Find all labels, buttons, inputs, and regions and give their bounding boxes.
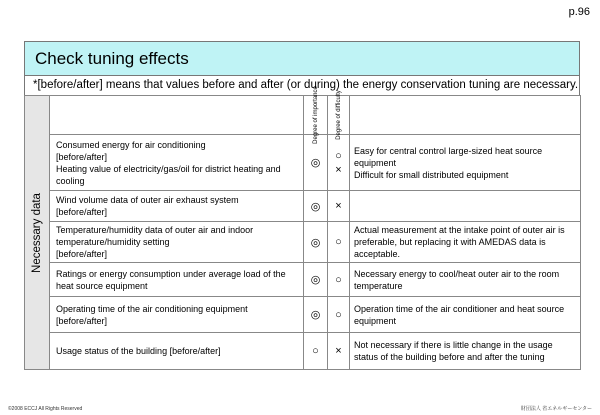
importance-mark: ◎	[304, 297, 328, 333]
importance-mark: ◎	[304, 135, 328, 191]
data-table	[24, 86, 581, 370]
difficulty-mark: ×	[335, 163, 342, 176]
header-importance: Degree of importance	[304, 96, 328, 135]
copyright: ©2008 ECCJ All Rights Reserved	[8, 406, 83, 412]
note-line: Difficult for small distributed equipment	[354, 169, 509, 180]
difficulty-mark: ×	[335, 200, 342, 212]
item-line: Heating value of electricity/gas/oil for district heating and cooling	[56, 163, 281, 186]
difficulty-cell	[328, 333, 350, 370]
note-line: Operation time of the air conditioner and heat source equipment	[354, 303, 565, 326]
header-blank	[50, 96, 304, 135]
difficulty-cell	[328, 222, 350, 263]
page-number: p.96	[568, 6, 590, 18]
note-line: Necessary energy to cool/heat outer air to the room temperature	[354, 268, 560, 291]
item-line: Wind volume data of outer air exhaust system	[56, 195, 239, 205]
note-cell	[350, 135, 581, 191]
importance-mark: ○	[304, 333, 328, 370]
note-line: Not necessary if there is little change in the usage status of the building before and after the tuning	[354, 340, 553, 362]
item-cell	[50, 222, 304, 263]
item-cell	[50, 191, 304, 222]
note-text: *[before/after] means that values before and after (or during) the energy conservation tuning are necessary.	[24, 75, 580, 95]
table-row	[25, 135, 581, 191]
table-row	[25, 263, 581, 297]
difficulty-cell	[328, 297, 350, 333]
item-line: Ratings or energy consumption under average load of the heat source equipment	[56, 268, 286, 291]
item-cell	[50, 263, 304, 297]
item-line: [before/after]	[56, 151, 108, 162]
table-row	[25, 191, 581, 222]
item-line: [before/after]	[56, 315, 108, 326]
difficulty-cell	[328, 135, 350, 191]
item-line: Temperature/humidity data of outer air and indoor temperature/humidity setting	[56, 225, 254, 247]
item-cell	[50, 297, 304, 333]
header-difficulty: Degree of difficulty	[328, 96, 350, 135]
note-cell	[350, 263, 581, 297]
table-row	[25, 222, 581, 263]
difficulty-mark: ○	[335, 236, 342, 248]
table-row	[25, 333, 581, 370]
difficulty-cell	[328, 191, 350, 222]
difficulty-mark: ○	[335, 273, 342, 286]
difficulty-mark: ×	[335, 345, 342, 357]
note-cell	[350, 191, 581, 222]
note-cell	[350, 333, 581, 370]
note-line: Easy for central control large-sized heat source equipment	[354, 145, 543, 168]
page-title: Check tuning effects	[24, 41, 580, 75]
difficulty-cell	[328, 263, 350, 297]
header-note-blank	[350, 96, 581, 135]
item-cell	[50, 135, 304, 191]
importance-mark: ◎	[304, 222, 328, 263]
item-cell	[50, 333, 304, 370]
note-cell	[350, 297, 581, 333]
note-cell	[350, 222, 581, 263]
importance-mark: ◎	[304, 191, 328, 222]
item-line: Operating time of the air conditioning equipment	[56, 303, 248, 314]
table-row	[25, 297, 581, 333]
note-line: Actual measurement at the intake point of outer air is preferable, but replacing it with AMEDAS data is acceptable.	[354, 225, 565, 259]
item-line: Usage status of the building [before/after]	[56, 346, 221, 356]
organization-name: 財団法人 省エネルギーセンター	[520, 406, 592, 412]
difficulty-mark: ○	[335, 308, 342, 321]
side-label-cell	[25, 96, 50, 370]
item-line: Consumed energy for air conditioning	[56, 139, 206, 150]
difficulty-mark: ○	[335, 149, 342, 162]
header-row	[25, 96, 581, 135]
importance-mark: ◎	[304, 263, 328, 297]
side-label: Necessary data	[31, 192, 43, 273]
item-line: [before/after]	[56, 249, 108, 259]
item-line: [before/after]	[56, 207, 108, 217]
